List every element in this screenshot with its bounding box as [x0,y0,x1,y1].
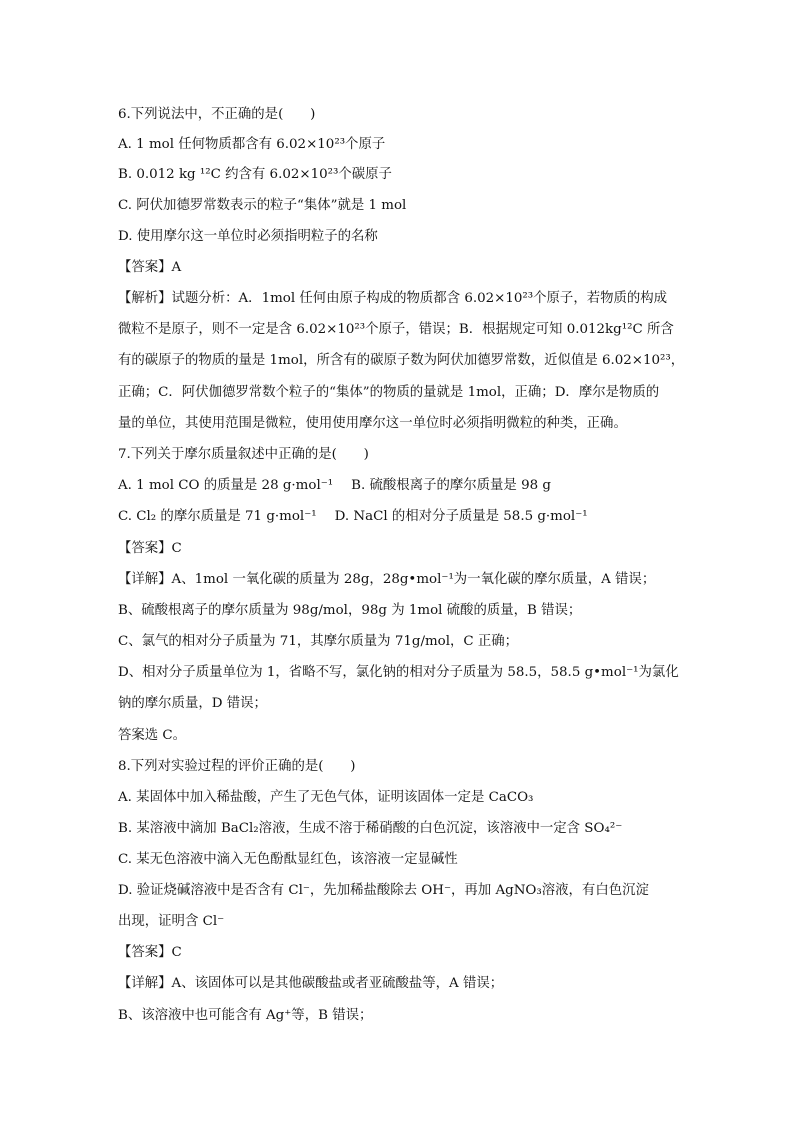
q7-detail-line: 【详解】A、1mol 一氧化碳的质量为 28g，28g•mol⁻¹为一氧化碳的摩尔质量，A 错误； [118,572,656,587]
q6-option-a: A. 1 mol 任何物质都含有 6.02×10²³个原子 [118,137,386,152]
q7-option-a: A. 1 mol CO 的质量是 28 g·mol⁻¹ [118,478,334,493]
q7-option-c: C. Cl₂ 的摩尔质量是 71 g·mol⁻¹ [118,509,317,524]
q8-detail-line: B、该溶液中也可能含有 Ag⁺等，B 错误； [118,1008,373,1023]
q7-options-ab [118,477,551,495]
q7-detail-line: B、硫酸根离子的摩尔质量为 98g/mol，98g 为 1mol 硫酸的质量，B 错误； [118,603,582,618]
q8-detail-line: 【详解】A、该固体可以是其他碳酸盐或者亚硫酸盐等，A 错误； [118,976,504,991]
q7-answer: 【答案】C [118,541,182,556]
q7-detail-line: 钠的摩尔质量，D 错误； [118,696,267,711]
q8-option-c: C. 某无色溶液中滴入无色酚酞显红色，该溶液一定显碱性 [118,852,458,867]
q8-option-b: B. 某溶液中滴加 BaCl₂溶液，生成不溶于稀硝酸的白色沉淀，该溶液中一定含 SO₄²⁻ [118,821,623,836]
q7-detail-line: 答案选 C。 [118,728,187,743]
q7-detail-line: D、相对分子质量单位为 1，省略不写，氯化钠的相对分子质量为 58.5，58.5 g•mol⁻¹为氯化 [118,665,679,680]
q8-option-d-line: D. 验证烧碱溶液中是否含有 Cl⁻，先加稀盐酸除去 OH⁻，再加 AgNO₃溶液，有白色沉淀 [118,883,649,898]
q8-option-a: A. 某固体中加入稀盐酸，产生了无色气体，证明该固体一定是 CaCO₃ [118,790,534,805]
q6-option-d: D. 使用摩尔这一单位时必须指明粒子的名称 [118,229,378,244]
q6-analysis-line: 微粒不是原子，则不一定是含 6.02×10²³个原子，错误；B．根据规定可知 0.012kg¹²C 所含 [118,322,674,337]
q7-stem: 7.下列关于摩尔质量叙述中正确的是( ) [118,447,369,462]
q7-option-d: D. NaCl 的相对分子质量是 58.5 g·mol⁻¹ [334,509,588,524]
q7-options-cd [118,508,588,526]
q7-detail-line: C、氯气的相对分子质量为 71，其摩尔质量为 71g/mol，C 正确； [118,634,519,649]
q8-stem: 8.下列对实验过程的评价正确的是( ) [118,759,356,774]
q6-stem: 6.下列说法中，不正确的是( ) [118,107,316,122]
q6-analysis-line: 有的碳原子的物质的量是 1mol，所含有的碳原子数为阿伏加德罗常数，近似值是 6.02×10²³， [118,353,685,368]
q6-option-c: C. 阿伏加德罗常数表示的粒子“集体”就是 1 mol [118,198,407,213]
q6-analysis-line: 【解析】试题分析：A．1mol 任何由原子构成的物质都含 6.02×10²³个原子，若物质的构成 [118,291,668,306]
q6-option-b: B. 0.012 kg ¹²C 约含有 6.02×10²³个碳原子 [118,167,392,182]
q6-analysis-line: 量的单位，其使用范围是微粒，使用使用摩尔这一单位时必须指明微粒的种类，正确。 [118,416,627,431]
q8-option-d-line: 出现，证明含 Cl⁻ [118,914,225,929]
q6-analysis-line: 正确；C．阿伏伽德罗常数个粒子的“集体”的物质的量就是 1mol，正确；D．摩尔是物质的 [118,385,660,400]
q8-answer: 【答案】C [118,945,182,960]
q6-answer: 【答案】A [118,260,182,275]
q7-option-b: B. 硫酸根离子的摩尔质量是 98 g [351,478,551,493]
